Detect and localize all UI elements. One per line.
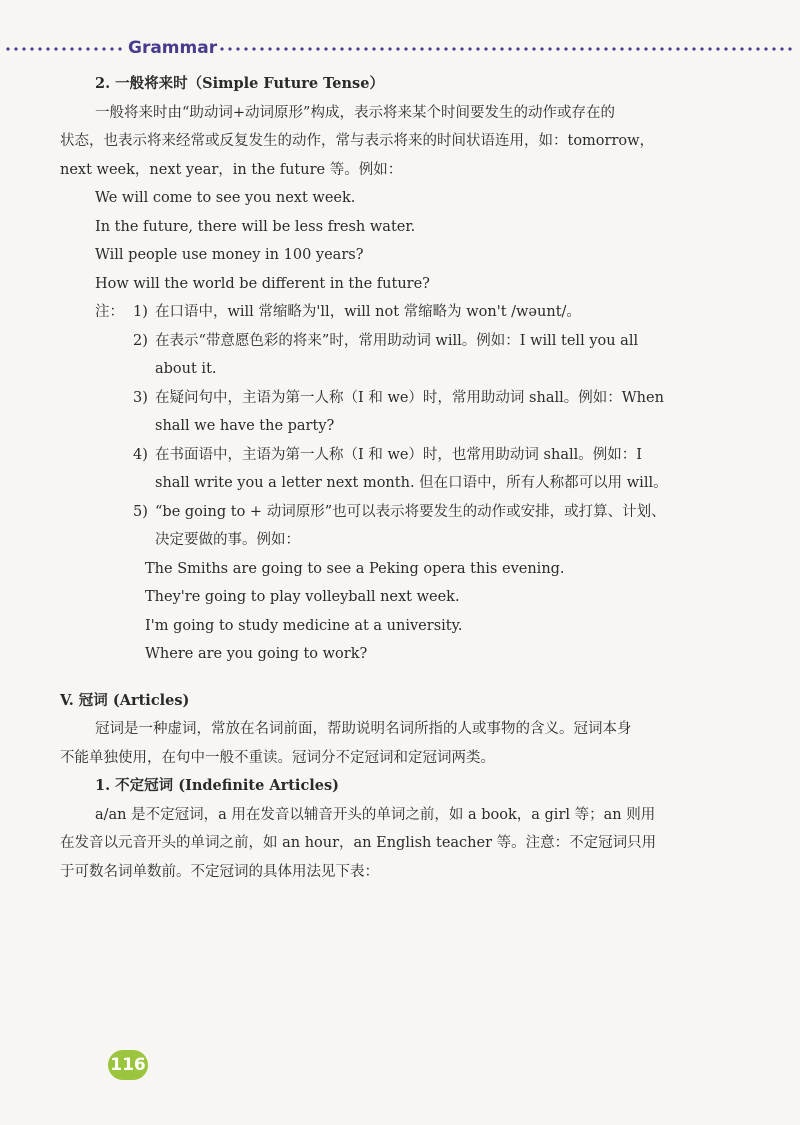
example-sentence: We will come to see you next week. xyxy=(95,190,356,206)
future-intro-line: 一般将来时由“助动词+动词原形”构成，表示将来某个时间要发生的动作或存在的 xyxy=(95,104,615,121)
note-text: “be going to + 动词原形”也可以表示将要发生的动作或安排，或打算、计划、 xyxy=(155,503,666,520)
articles-heading: V. 冠词 (Articles) xyxy=(60,691,190,709)
going-to-example: They're going to play volleyball next week. xyxy=(145,589,460,605)
note-number: 2) xyxy=(133,332,148,349)
indefinite-articles-heading: 1. 不定冠词 (Indefinite Articles) xyxy=(95,777,340,794)
page-content xyxy=(60,70,700,886)
note-text: 决定要做的事。例如： xyxy=(155,532,300,548)
note-item xyxy=(60,384,700,441)
note-text: about it. xyxy=(155,361,217,377)
header-title: Grammar xyxy=(128,38,218,58)
future-intro-line: 状态，也表示将来经常或反复发生的动作，常与表示将来的时间状语连用，如：tomorrow， xyxy=(60,133,655,149)
note-text: 在表示“带意愿色彩的将来”时，常用助动词 will。例如：I will tell you all xyxy=(155,332,639,349)
note-item xyxy=(60,298,700,327)
page-number-badge: 116 xyxy=(108,1050,148,1080)
note-text: 在疑问句中，主语为第一人称（I 和 we）时，常用助动词 shall。例如：When xyxy=(155,389,664,406)
note-text: shall write you a letter next month. 但在口语中，所有人称都可以用 will。 xyxy=(155,475,668,491)
indefinite-articles-line: a/an 是不定冠词，a 用在发音以辅音开头的单词之前，如 a book，a girl 等；an 则用 xyxy=(95,806,656,823)
indefinite-articles-line: 在发音以元音开头的单词之前，如 an hour，an English teacher 等。注意：不定冠词只用 xyxy=(60,835,657,851)
future-heading: 2. 一般将来时（Simple Future Tense） xyxy=(95,75,384,92)
note-number: 4) xyxy=(133,446,148,463)
header-dots-right xyxy=(218,47,796,51)
running-header xyxy=(0,38,800,58)
articles-intro-line: 不能单独使用，在句中一般不重读。冠词分不定冠词和定冠词两类。 xyxy=(60,749,495,766)
example-sentence: In the future, there will be less fresh water. xyxy=(95,218,416,235)
header-dots-left xyxy=(4,47,122,51)
note-item xyxy=(60,441,700,498)
articles-intro-line: 冠词是一种虚词，常放在名词前面，帮助说明名词所指的人或事物的含义。冠词本身 xyxy=(95,721,632,737)
going-to-example: The Smiths are going to see a Peking opera this evening. xyxy=(145,560,565,577)
note-label: 注： xyxy=(95,304,124,320)
note-number: 1) xyxy=(133,304,148,320)
going-to-example: I'm going to study medicine at a university. xyxy=(145,617,463,634)
note-text: shall we have the party? xyxy=(155,418,335,434)
indefinite-articles-line: 于可数名词单数前。不定冠词的具体用法见下表： xyxy=(60,863,379,880)
note-text: 在书面语中，主语为第一人称（I 和 we）时，也常用助动词 shall。例如：I xyxy=(155,446,642,463)
note-text: 在口语中，will 常缩略为'll，will not 常缩略为 won't /wəunt/。 xyxy=(155,304,581,320)
future-intro-line: next week，next year，in the future 等。例如： xyxy=(60,161,403,178)
example-sentence: Will people use money in 100 years? xyxy=(95,247,364,263)
example-sentence: How will the world be different in the future? xyxy=(95,275,430,292)
note-item xyxy=(60,498,700,555)
going-to-example: Where are you going to work? xyxy=(145,646,368,662)
note-number: 5) xyxy=(133,503,148,520)
note-number: 3) xyxy=(133,389,148,406)
note-item xyxy=(60,327,700,384)
